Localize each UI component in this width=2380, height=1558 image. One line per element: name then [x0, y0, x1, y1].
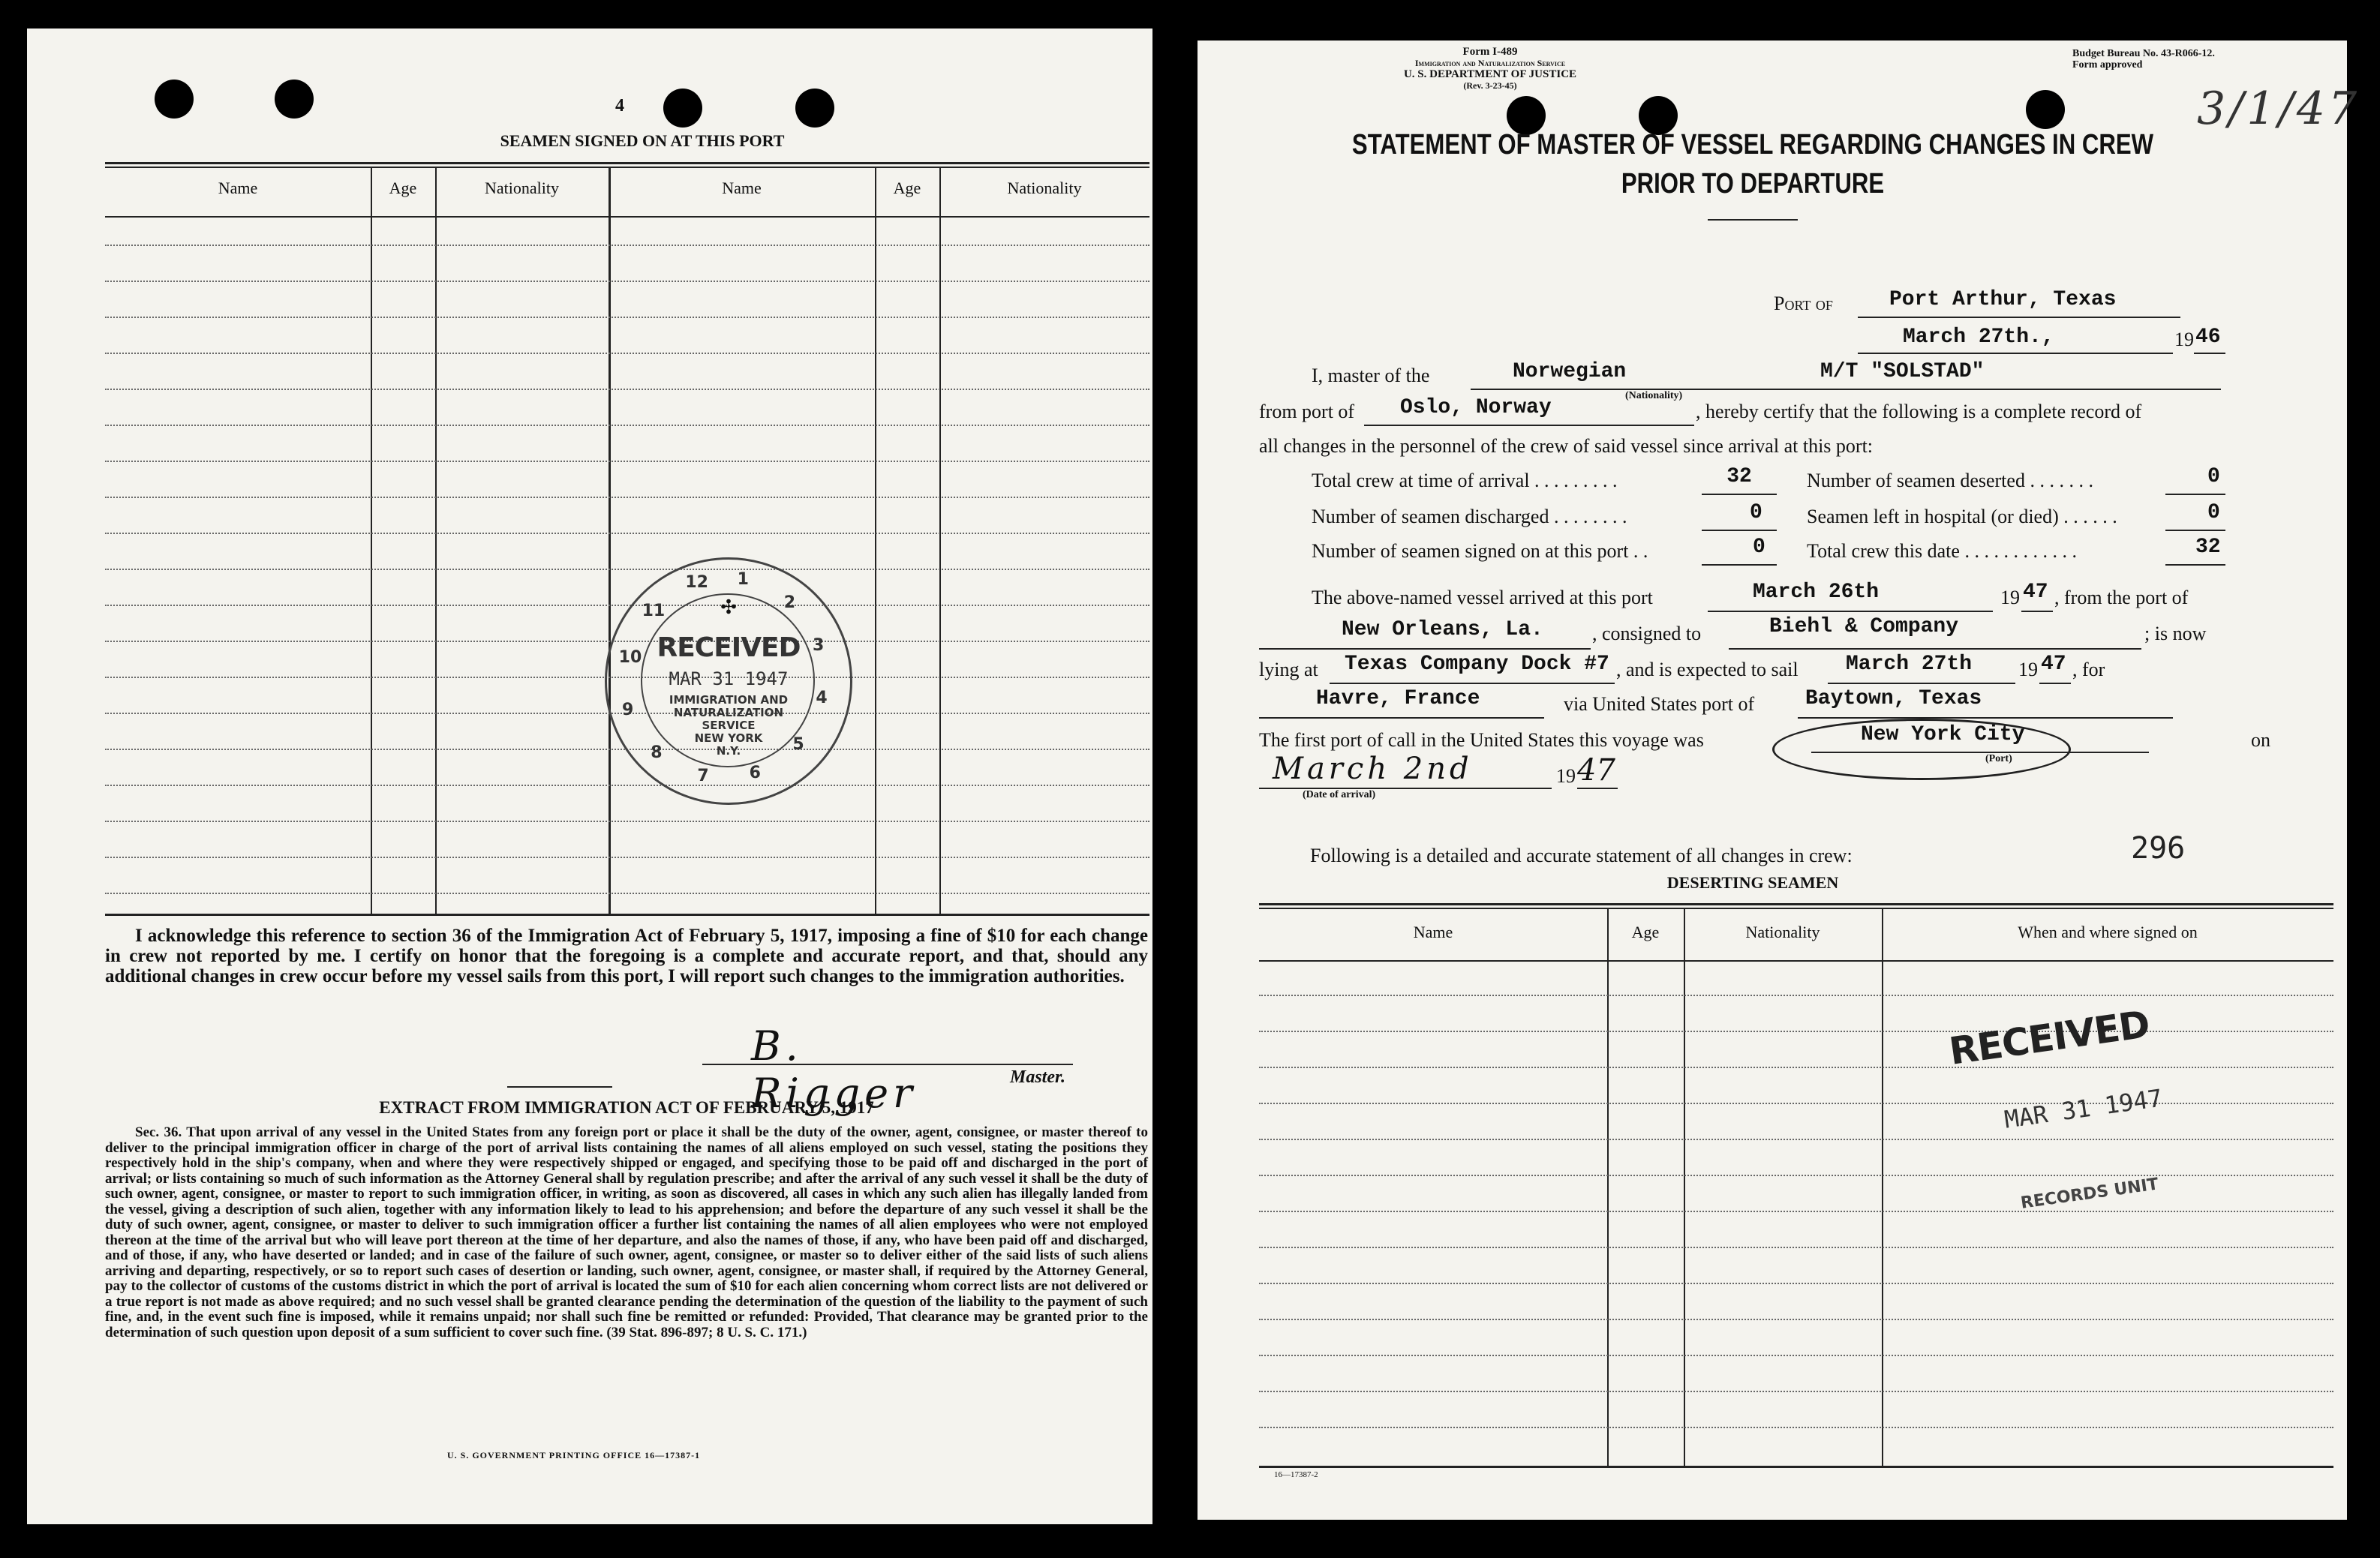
- table-row: [105, 389, 1149, 390]
- deserting-title: DESERTING SEAMEN: [1666, 873, 1839, 892]
- via-text: via United States port of: [1564, 693, 1755, 715]
- stat-label-discharged: Number of seamen discharged . . . . . . . .: [1312, 506, 1627, 527]
- records-unit: RECORDS UNIT: [2019, 1175, 2160, 1213]
- lying-at-text: lying at: [1259, 659, 1318, 680]
- agency-line1: Immigration and Naturalization Service: [1414, 58, 1566, 68]
- stat-value-total-today: 32: [2195, 536, 2221, 559]
- stat-label-total-today: Total crew this date . . . . . . . . . . . .: [1807, 540, 2077, 562]
- stamp-ring-number: 7: [697, 767, 709, 786]
- stat-label-total-arrival: Total crew at time of arrival . . . . . . . . .: [1312, 470, 1618, 491]
- arrived-year-prefix: 19: [2000, 587, 2020, 608]
- arrived-text: The above-named vessel arrived at this port: [1312, 587, 1653, 608]
- table-row: [1259, 995, 2333, 996]
- table-row: [105, 461, 1149, 462]
- table-row: [105, 821, 1149, 822]
- received-stamp-date: MAR 31 1947: [2003, 1083, 2165, 1134]
- punch-hole: [663, 89, 702, 128]
- form-revision: (Rev. 3-23-45): [1463, 80, 1517, 91]
- arrival-year-prefix: 19: [1556, 765, 1576, 787]
- table-row: [105, 425, 1149, 426]
- handwritten-corner-date: 3/1/47: [2197, 83, 2360, 135]
- sail-date-value: March 27th: [1846, 653, 1973, 676]
- table-row: [105, 317, 1149, 318]
- master-signature: B. Rigger: [751, 1022, 917, 1117]
- received-stamp-title: RECEIVED: [1946, 1002, 2153, 1073]
- received-stamp: [1946, 989, 2279, 1283]
- on-text: on: [2251, 729, 2270, 751]
- via-value: Baytown, Texas: [1805, 687, 1982, 710]
- for-text: , for: [2072, 659, 2105, 680]
- date-value: March 27th.,: [1903, 326, 2054, 349]
- table-row: [105, 533, 1149, 534]
- col-header-name: Name: [218, 179, 258, 197]
- stamp-title: RECEIVED: [657, 632, 801, 663]
- desert-col-name: Name: [1413, 923, 1453, 941]
- table-row: [1259, 1355, 2333, 1356]
- following-text: Following is a detailed and accurate statement of all changes in crew:: [1310, 845, 1853, 866]
- punch-hole: [795, 89, 834, 128]
- desert-col-signed-on: When and where signed on: [2018, 923, 2198, 941]
- desert-col-age: Age: [1631, 923, 1660, 941]
- stamp-date: MAR 31 1947: [669, 668, 789, 689]
- extract-title: EXTRACT FROM IMMIGRATION ACT OF FEBRUARY 5, 1917: [379, 1098, 874, 1117]
- punch-hole: [155, 80, 194, 119]
- table-row: [105, 893, 1149, 894]
- stat-label-signed-on: Number of seamen signed on at this port . .: [1312, 540, 1648, 562]
- year-prefix: 19: [2174, 329, 2194, 350]
- from-port-label: from port of: [1259, 401, 1355, 422]
- arrived-year: 47: [2023, 581, 2048, 604]
- stat-value-deserted: 0: [2207, 465, 2220, 488]
- punch-hole: [275, 80, 314, 119]
- stamp-ring-number: 6: [749, 764, 761, 783]
- col-header-age: Age: [389, 179, 417, 197]
- left-page: [27, 29, 1152, 1524]
- stamp-ring-number: 1: [737, 569, 749, 589]
- port-caption: (Port): [1985, 753, 2012, 764]
- sail-year-prefix: 19: [2018, 659, 2038, 680]
- budget-bureau-block: Budget Bureau No. 43-R066-12. Form approved: [2072, 48, 2215, 71]
- section-title: SEAMEN SIGNED ON AT THIS PORT: [500, 131, 785, 150]
- table-row: [105, 281, 1149, 282]
- desert-col-nationality: Nationality: [1745, 923, 1820, 941]
- is-now-text: ; is now: [2144, 623, 2207, 644]
- consignee-value: Biehl & Company: [1769, 615, 1959, 638]
- all-changes-text: all changes in the personnel of the crew of said vessel since arrival at this port:: [1259, 435, 1874, 457]
- right-page: [1198, 41, 2360, 1520]
- col-header-nationality: Nationality: [1007, 179, 1082, 197]
- master-label: Master.: [1010, 1067, 1066, 1087]
- port-label: Port of: [1774, 293, 1833, 314]
- table-row: [105, 857, 1149, 858]
- col-header-name: Name: [722, 179, 762, 197]
- acknowledgement-text: I acknowledge this reference to section 36 of the Immigration Act of February 5, 1917, imposing a fine of $10 for each change in crew not reported by me. I certify on honor that the foregoing is a complete and accurate report, and that, should any additional changes in crew occur before my vessel sails from this port, I will report such changes to the immigration authorities.: [105, 926, 1148, 986]
- stat-value-total-arrival: 32: [1726, 465, 1752, 488]
- col-header-age: Age: [893, 179, 921, 197]
- stamp-ring-number: 10: [618, 648, 642, 668]
- master-prefix: I, master of the: [1312, 365, 1430, 386]
- nationality-caption: (Nationality): [1625, 390, 1683, 401]
- stamp-ring-number: 2: [783, 593, 796, 612]
- first-port-text: The first port of call in the United States this voyage was: [1259, 729, 1704, 751]
- stamp-ring-number: 12: [685, 572, 708, 592]
- table-row: [1259, 1391, 2333, 1392]
- dock-value: Texas Company Dock #7: [1345, 653, 1609, 676]
- agency-line2: U. S. DEPARTMENT OF JUSTICE: [1403, 68, 1577, 80]
- origin-value: New Orleans, La.: [1342, 618, 1543, 641]
- stamp-ring-number: 4: [816, 688, 828, 707]
- table-row: [105, 353, 1149, 354]
- stat-value-signed-on: 0: [1753, 536, 1765, 559]
- page-number: 4: [615, 96, 624, 116]
- stamp-agency: IMMIGRATION AND NATURALIZATION SERVICE NEW YORK N.Y.: [669, 693, 789, 758]
- stat-value-discharged: 0: [1750, 501, 1762, 524]
- punch-hole: [2026, 90, 2065, 129]
- received-stamp-circular: 1 2 3 4 5 6 7 8 9 10 11 12 ✣ RECEIVED MAR 31 1947 IMMIGRATION AND NATURALIZATION SERVICE NEW YORK N.Y.: [605, 557, 852, 805]
- year-value: 46: [2195, 326, 2221, 349]
- stamp-ring-number: 3: [813, 636, 825, 656]
- nationality-value: Norwegian: [1513, 360, 1627, 383]
- arrival-date-caption: (Date of arrival): [1303, 789, 1376, 800]
- arrival-year: 47: [1577, 753, 1615, 788]
- table-row: [1259, 1283, 2333, 1284]
- stat-label-hospital: Seamen left in hospital (or died) . . . . . .: [1807, 506, 2117, 527]
- form-title-line1: STATEMENT OF MASTER OF VESSEL REGARDING CHANGES IN CREW: [1351, 129, 2154, 161]
- footer-code: 16—17387-2: [1274, 1470, 1318, 1479]
- table-row: [1259, 1319, 2333, 1320]
- sail-year: 47: [2041, 653, 2066, 676]
- arrived-value: March 26th: [1753, 581, 1880, 604]
- certify-text: , hereby certify that the following is a complete record of: [1696, 401, 2142, 422]
- destination-value: Havre, France: [1316, 687, 1480, 710]
- stat-label-deserted: Number of seamen deserted . . . . . . .: [1807, 470, 2093, 491]
- table-row: [105, 497, 1149, 498]
- first-port-value: New York City: [1861, 723, 2025, 746]
- stamp-ring-number: 11: [642, 602, 666, 621]
- port-value: Port Arthur, Texas: [1889, 288, 2117, 311]
- arrival-date-value: March 2nd: [1273, 752, 1473, 786]
- extract-text: Sec. 36. That upon arrival of any vessel in the United States from any foreign port or place it shall be the duty of the owner, agent, consignee, or master thereof to deliver to the principal immigration officer in charge of the port of arrival lists containing the names of all aliens employed on such vessel, stating the positions they respectively hold in the ship's company, when and where they were respectively shipped or engaged, and specifying those to be paid off and discharged in the port of arrival; or lists containing so much of such information as the Attorney General shall by regulation prescribe; and after the arrival of any such vessel it shall be the duty of such owner, agent, consignee, or master to report to such immigration officer, in writing, as soon as discovered, all cases in which any such alien has illegally landed from the vessel, giving a description of such alien, together with any information likely to lead to his apprehension; and before the departure of any such vessel it shall be the duty of such owner, agent, consignee, or master to deliver to such immigration officer a further list containing the names of all alien employees who were not employed thereon at the time of the arrival but who will leave port thereon at the time of her departure, and also the names of those, if any, who have been paid off and discharged, and of those, if any, who have deserted or landed; and in case of the failure of such owner, agent, consignee, or master so to deliver either of the said lists of such aliens arriving and departing, respectively, or so to report such cases of desertion or landing, such owner, agent, consignee, or master shall, if required by the Attorney General, pay to the collector of customs of the customs district in which the port of arrival is located the sum of $10 for each alien concerning whom correct lists are not delivered or a true report is not made as above required; and no such vessel shall be granted clearance pending the determination of the question of the liability to the payment of such fine, and, in the event such fine is imposed, while it remains unpaid; nor shall such fine be remitted or refunded: Provided, That clearance may be granted prior to the determination of such question upon deposit of a sum sufficient to cover such fine. (39 Stat. 896-897; 8 U. S. C. 171.): [105, 1124, 1148, 1340]
- stamp-ring-number: 9: [621, 700, 634, 719]
- vessel-value: M/T "SOLSTAD": [1820, 360, 1985, 383]
- stamp-number: 296: [2131, 831, 2186, 866]
- table-row: [105, 245, 1149, 246]
- expected-text: , and is expected to sail: [1616, 659, 1799, 680]
- printer-line: U. S. GOVERNMENT PRINTING OFFICE 16—17387-1: [447, 1450, 701, 1460]
- from-the-port-text: , from the port of: [2054, 587, 2189, 608]
- stat-value-hospital: 0: [2207, 501, 2220, 524]
- form-title-line2: PRIOR TO DEPARTURE: [1621, 168, 1885, 200]
- from-port-value: Oslo, Norway: [1400, 396, 1552, 419]
- form-number: Form I-489: [1462, 46, 1518, 58]
- table-row: [1259, 1427, 2333, 1428]
- form-header: [1228, 47, 1753, 92]
- stamp-ring-number: 8: [651, 743, 663, 763]
- stamp-ring-number: 5: [792, 734, 804, 754]
- col-header-nationality: Nationality: [485, 179, 559, 197]
- consigned-text: , consigned to: [1592, 623, 1702, 644]
